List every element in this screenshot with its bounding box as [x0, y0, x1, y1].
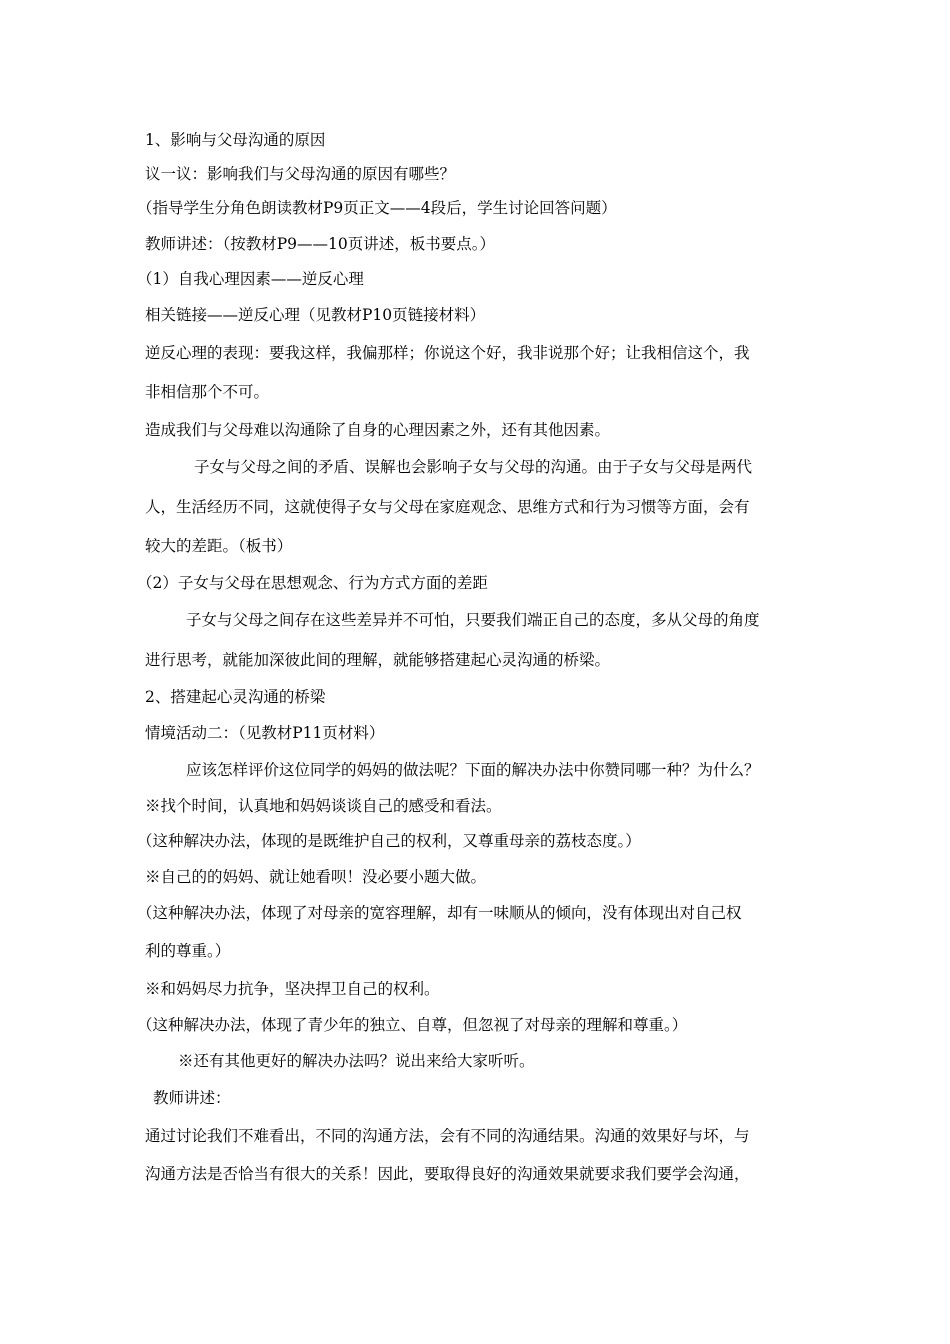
text-line: （这种解决办法，体现了对母亲的宽容理解，却有一味顺从的倾向，没有体现出对自己权: [137, 904, 742, 922]
text-line: 逆反心理的表现：要我这样，我偏那样；你说这个好，我非说那个好；让我相信这个，我: [145, 344, 750, 362]
text-line: 进行思考，就能加深彼此间的理解，就能够搭建起心灵沟通的桥梁。: [145, 651, 611, 669]
text-line: 通过讨论我们不难看出，不同的沟通方法，会有不同的沟通结果。沟通的效果好与坏，与: [145, 1127, 750, 1145]
text-line: 1、影响与父母沟通的原因: [145, 131, 326, 149]
text-line: 情境活动二：（见教材P11页材料）: [145, 724, 385, 742]
text-line: 子女与父母之间存在这些差异并不可怕，只要我们端正自己的态度，多从父母的角度: [186, 611, 760, 629]
text-line: 沟通方法是否恰当有很大的关系！因此，要取得良好的沟通效果就要求我们要学会沟通，: [145, 1165, 750, 1183]
text-line: （这种解决办法，体现了青少年的独立、自尊，但忽视了对母亲的理解和尊重。）: [137, 1016, 688, 1034]
text-line: 利的尊重。）: [145, 942, 231, 960]
text-line: 相关链接——逆反心理（见教材P10页链接材料）: [145, 306, 486, 324]
text-line: （指导学生分角色朗读教材P9页正文——4段后，学生讨论回答问题）: [137, 199, 617, 217]
text-line: 较大的差距。（板书）: [145, 537, 293, 555]
text-line: ※找个时间，认真地和妈妈谈谈自己的感受和看法。: [145, 797, 502, 815]
text-line: ※和妈妈尽力抗争，坚决捍卫自己的权利。: [145, 980, 440, 998]
text-line: 应该怎样评价这位同学的妈妈的做法呢？下面的解决办法中你赞同哪一种？为什么？: [186, 761, 760, 779]
text-line: 子女与父母之间的矛盾、误解也会影响子女与父母的沟通。由于子女与父母是两代: [194, 458, 753, 476]
text-line: 教师讲述：: [153, 1089, 231, 1107]
text-line: ※自己的的妈妈、就让她看呗！没必要小题大做。: [145, 868, 487, 886]
text-line: 议一议：影响我们与父母沟通的原因有哪些？: [145, 165, 456, 183]
text-line: 教师讲述：（按教材P9——10页讲述，板书要点。）: [145, 235, 496, 253]
text-line: 2、搭建起心灵沟通的桥梁: [145, 688, 326, 706]
text-line: （这种解决办法，体现的是既维护自己的权利，又尊重母亲的荔枝态度。）: [137, 832, 641, 850]
text-line: （1）自我心理因素——逆反心理: [137, 270, 364, 288]
text-line: 造成我们与父母难以沟通除了自身的心理因素之外，还有其他因素。: [145, 421, 611, 439]
text-line: ※还有其他更好的解决办法吗？说出来给大家听听。: [178, 1052, 535, 1070]
text-line: 人，生活经历不同，这就使得子女与父母在家庭观念、思维方式和行为习惯等方面，会有: [145, 498, 750, 516]
text-line: （2）子女与父母在思想观念、行为方式方面的差距: [137, 574, 488, 592]
text-line: 非相信那个不可。: [145, 383, 270, 401]
